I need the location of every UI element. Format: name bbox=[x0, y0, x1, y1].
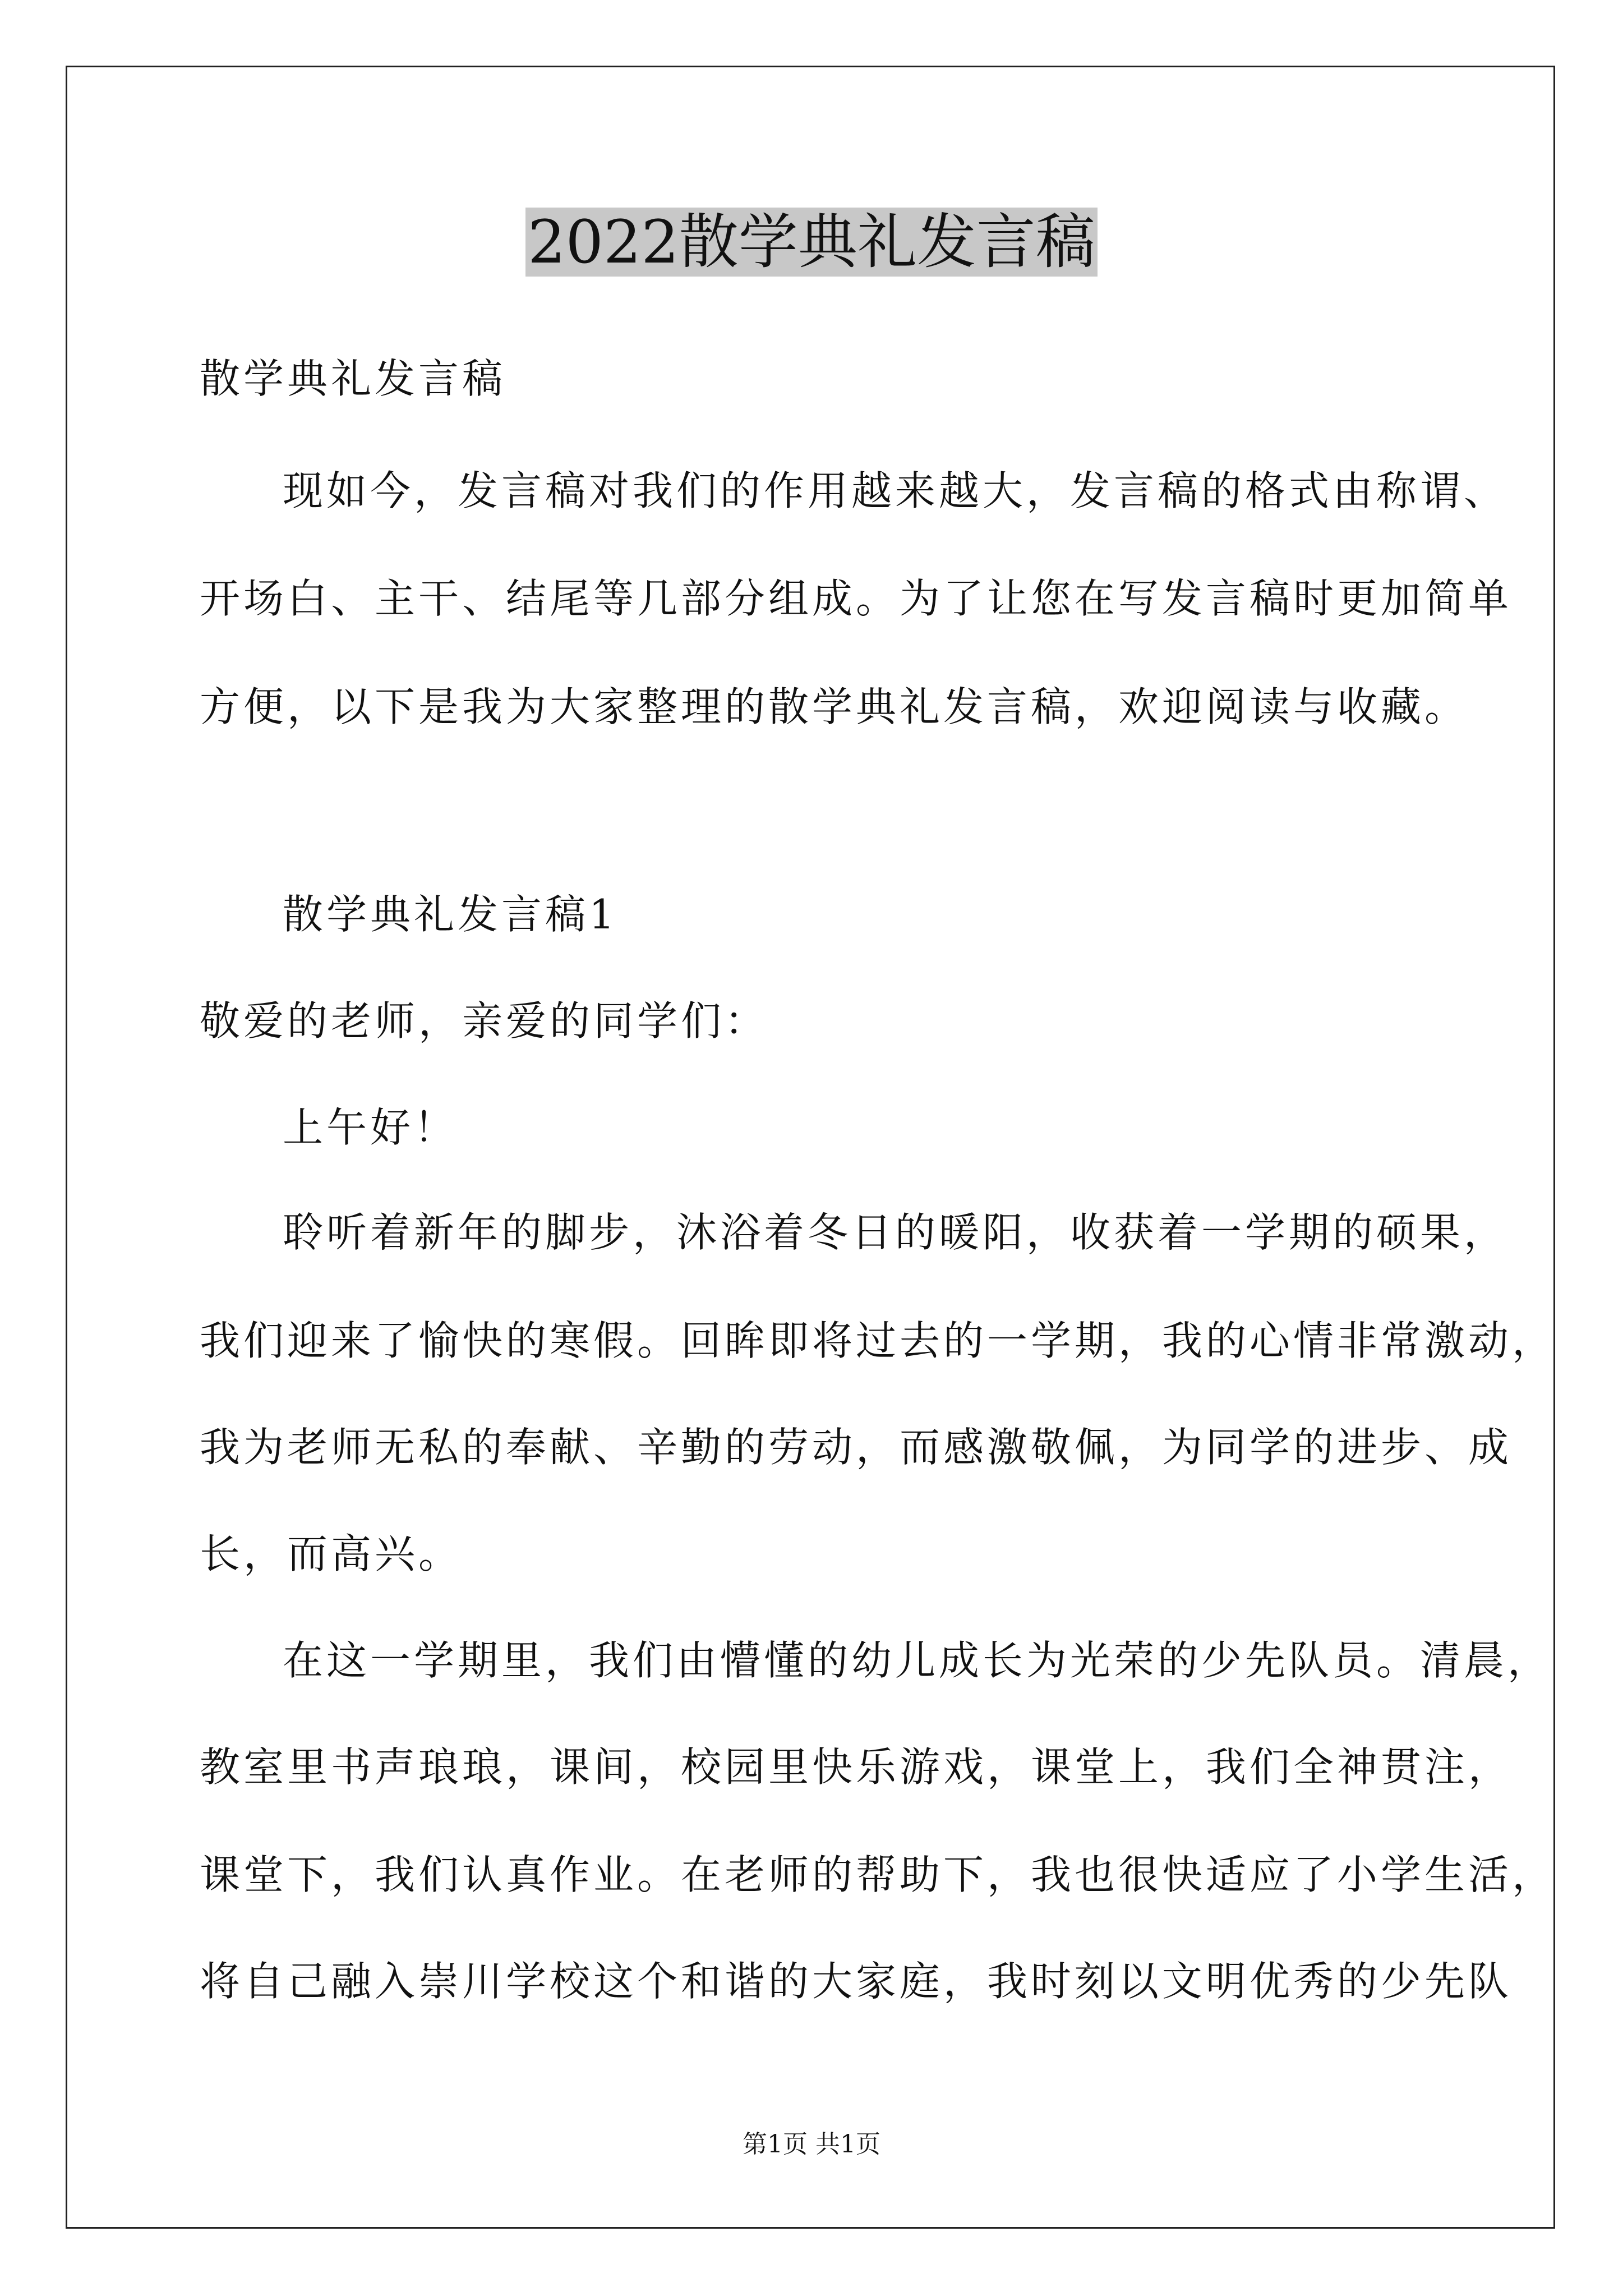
section-heading: 散学典礼发言稿1 bbox=[283, 891, 618, 938]
para2-line-2: 教室里书声琅琅，课间，校园里快乐游戏，课堂上，我们全神贯注， bbox=[200, 1743, 1513, 1791]
salutation: 敬爱的老师，亲爱的同学们： bbox=[200, 997, 769, 1045]
page-footer: 第1页 共1页 bbox=[743, 2130, 880, 2159]
para1-line-3: 我为老师无私的奉献、辛勤的劳动，而感激敬佩，为同学的进步、成 bbox=[200, 1424, 1513, 1471]
para1-line-1: 聆听着新年的脚步，沐浴着冬日的暖阳，收获着一学期的硕果， bbox=[283, 1209, 1508, 1256]
greeting: 上午好！ bbox=[283, 1104, 458, 1151]
para2-line-4: 将自己融入崇川学校这个和谐的大家庭，我时刻以文明优秀的少先队 bbox=[200, 1958, 1513, 2005]
para1-line-2: 我们迎来了愉快的寒假。回眸即将过去的一学期，我的心情非常激动， bbox=[200, 1317, 1556, 1364]
para1-line-4: 长，而高兴。 bbox=[200, 1530, 463, 1577]
document-subtitle: 散学典礼发言稿 bbox=[200, 355, 506, 402]
para2-line-3: 课堂下，我们认真作业。在老师的帮助下，我也很快适应了小学生活， bbox=[200, 1851, 1556, 1898]
intro-line-2: 开场白、主干、结尾等几部分组成。为了让您在写发言稿时更加简单 bbox=[200, 575, 1513, 622]
document-title: 2022散学典礼发言稿 bbox=[0, 203, 1623, 282]
intro-line-1: 现如今，发言稿对我们的作用越来越大，发言稿的格式由称谓、 bbox=[283, 467, 1508, 514]
para2-line-1: 在这一学期里，我们由懵懂的幼儿成长为光荣的少先队员。清晨， bbox=[283, 1637, 1552, 1684]
intro-line-3: 方便，以下是我为大家整理的散学典礼发言稿，欢迎阅读与收藏。 bbox=[200, 683, 1469, 730]
